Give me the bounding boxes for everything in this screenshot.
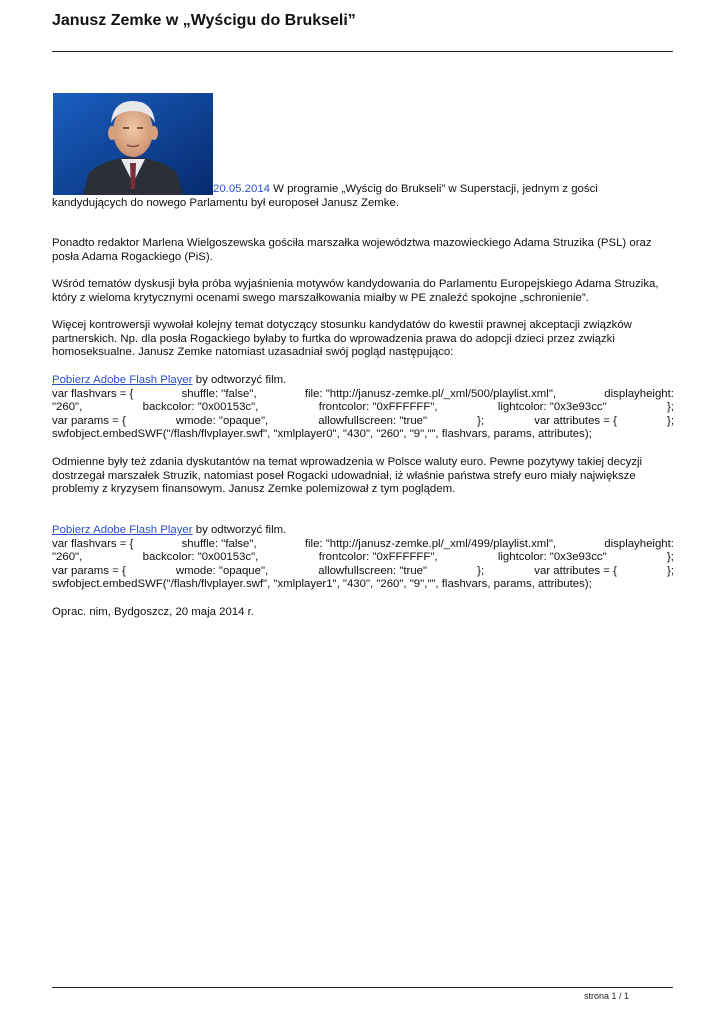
paragraph-controversy: Więcej kontrowersji wywołał kolejny temat dotyczący stosunku kandydatów do kwestii prawnej akceptacji związków partnerskich. Np. dla posła Rogackiego byłaby to furtka do wprowadzenia prawa do adopcji dzieci przez związki homoseksualne. Janusz Zemke natomiast uzasadniał swój pogląd następująco: — [52, 319, 632, 358]
header-divider — [52, 51, 673, 52]
code-token: }; — [667, 564, 674, 577]
code-token: shuffle: "false", — [181, 387, 257, 400]
code-line-flashvars — [52, 388, 674, 402]
code-token: "260", — [52, 401, 83, 413]
flash-player-block-2 — [52, 524, 674, 592]
code-token: }; — [477, 414, 485, 427]
code-token: allowfullscreen: "true" — [318, 564, 428, 577]
flash-player-block-1 — [52, 374, 674, 442]
signature: Oprac. nim, Bydgoszcz, 20 maja 2014 r. — [52, 606, 254, 618]
footer-divider — [52, 987, 673, 988]
code-token: }; — [666, 551, 674, 563]
code-token: backcolor: "0x00153c", — [142, 401, 259, 413]
flash-download-suffix: by odtworzyć film. — [192, 374, 287, 386]
code-token: }; — [666, 401, 674, 413]
flash-download-line — [52, 374, 674, 388]
code-line-params — [52, 565, 674, 579]
code-token: var params = { — [52, 414, 126, 427]
code-token: lightcolor: "0x3e93cc" — [497, 551, 607, 563]
code-token: backcolor: "0x00153c", — [142, 551, 259, 563]
code-token: displayheight: — [604, 537, 674, 550]
code-line-params — [52, 415, 674, 429]
code-token: var attributes = { — [534, 414, 617, 427]
page-number: strona 1 / 1 — [583, 991, 629, 1001]
code-token: var flashvars = { — [52, 537, 134, 550]
code-token: lightcolor: "0x3e93cc" — [497, 401, 607, 413]
code-token: var attributes = { — [534, 564, 617, 577]
code-token: file: "http://janusz-zemke.pl/_xml/500/playlist.xml", — [304, 387, 557, 400]
code-token: displayheight: — [604, 387, 674, 400]
code-line-colors — [52, 401, 674, 415]
date-link[interactable]: 20.05.2014 — [213, 183, 271, 195]
article-photo — [53, 93, 213, 195]
code-token: }; — [477, 564, 485, 577]
lead-paragraph — [52, 183, 674, 210]
code-line-colors — [52, 551, 674, 565]
code-token: frontcolor: "0xFFFFFF", — [318, 401, 438, 413]
flash-download-link[interactable]: Pobierz Adobe Flash Player — [52, 524, 193, 536]
code-token: wmode: "opaque", — [175, 414, 269, 427]
code-token: shuffle: "false", — [181, 537, 257, 550]
code-token: wmode: "opaque", — [175, 564, 269, 577]
code-line-embed: swfobject.embedSWF("/flash/flvplayer.swf", "xmlplayer1", "430", "260", "9","", flashvars, params, attributes); — [52, 578, 592, 590]
code-token: frontcolor: "0xFFFFFF", — [318, 551, 438, 563]
code-token: allowfullscreen: "true" — [318, 414, 428, 427]
lead-text: W programie „Wyścig do Brukseli” w Superstacji, jednym z gości kandydujących do nowego Parlamentu był europoseł Janusz Zemke. — [52, 183, 598, 209]
code-token: var params = { — [52, 564, 126, 577]
paragraph-topics: Wśród tematów dyskusji była próba wyjaśnienia motywów kandydowania do Parlamentu Europejskiego Adama Struzika, który z wieloma krytycznymi ocenami swego marszałkowania miałby w PE znaleźć spokojne „schronienie”. — [52, 278, 659, 304]
code-token: file: "http://janusz-zemke.pl/_xml/499/playlist.xml", — [304, 537, 557, 550]
paragraph-guests: Ponadto redaktor Marlena Wielgoszewska gościła marszałka województwa mazowieckiego Adama Struzika (PSL) oraz posła Adama Rogackiego (PiS). — [52, 237, 652, 263]
code-token: var flashvars = { — [52, 387, 134, 400]
flash-download-link[interactable]: Pobierz Adobe Flash Player — [52, 374, 193, 386]
paragraph-euro: Odmienne były też zdania dyskutantów na temat wprowadzenia w Polsce waluty euro. Pewne pozytywy takiej decyzji dostrzegał marszałek Struzik, natomiast poseł Rogacki udowadniał, iż właśnie państwa strefy euro miały największe problemy z kryzysem finansowym. Janusz Zemke polemizował z tym poglądem. — [52, 456, 643, 495]
code-line-embed: swfobject.embedSWF("/flash/flvplayer.swf", "xmlplayer0", "430", "260", "9","", flashvars, params, attributes); — [52, 428, 592, 440]
flash-download-line — [52, 524, 674, 538]
code-token: "260", — [52, 551, 83, 563]
flash-download-suffix: by odtworzyć film. — [192, 524, 287, 536]
code-line-flashvars — [52, 538, 674, 552]
code-token: }; — [667, 414, 674, 427]
page-title: Janusz Zemke w „Wyścigu do Brukseli” — [52, 12, 356, 29]
